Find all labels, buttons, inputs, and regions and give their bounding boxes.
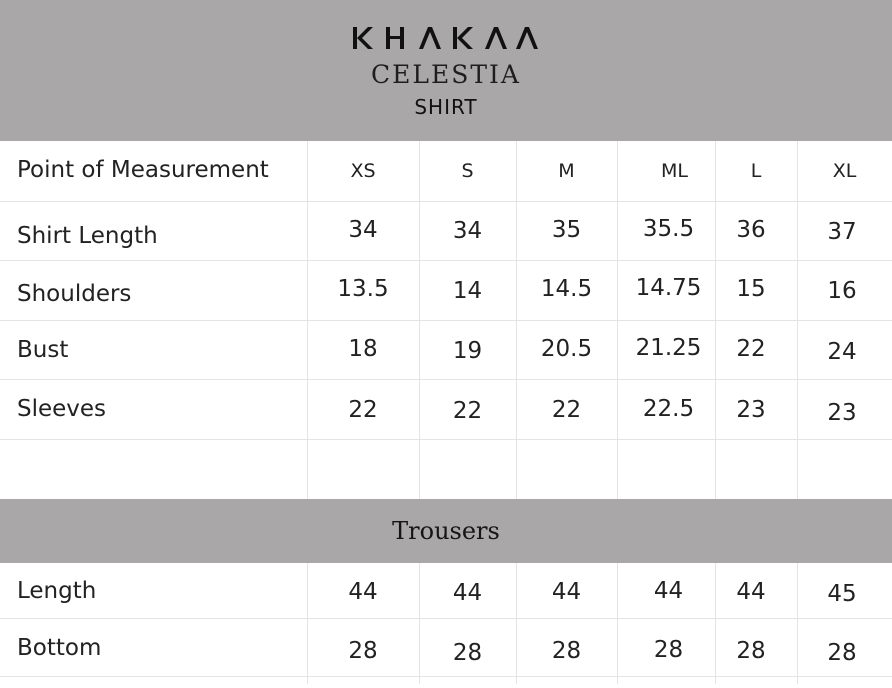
table-cell: 28 [348, 638, 378, 664]
table-cell: 44 [348, 579, 378, 605]
row-label-bottom: Bottom [17, 635, 102, 661]
table-cell: 22 [736, 336, 766, 362]
table-cell: 37 [827, 218, 857, 245]
row-label-shoulders: Shoulders [17, 281, 132, 307]
table-cell: 22 [452, 398, 483, 424]
column-header-size: XS [350, 160, 376, 182]
table-cell: 23 [827, 400, 857, 426]
table-cell: 34 [452, 217, 483, 244]
table-cell: 13.5 [337, 276, 389, 302]
table-cell: 22.5 [642, 396, 695, 422]
table-cell: 44 [736, 579, 766, 605]
table-cell: 21.25 [635, 335, 702, 361]
collection-title: CELESTIA [371, 60, 521, 89]
row-label-sleeves: Sleeves [17, 396, 107, 422]
column-header-size: ML [661, 160, 688, 182]
table-cell: 19 [452, 337, 483, 364]
table-cell: 22 [348, 397, 378, 423]
trousers-section-header [0, 499, 892, 563]
table-cell: 14 [452, 278, 483, 304]
column-header-size: M [558, 160, 575, 182]
column-header-size: XL [832, 160, 857, 182]
row-label-bust: Bust [17, 337, 69, 363]
row-label-shirt-length: Shirt Length [17, 223, 158, 249]
table-cell: 35 [551, 216, 582, 243]
table-cell: 28 [653, 637, 684, 663]
table-cell: 14.5 [540, 276, 593, 302]
table-cell: 14.75 [635, 275, 702, 301]
table-cell: 45 [827, 581, 857, 607]
category-subtitle: SHIRT [414, 95, 478, 119]
trousers-title: Trousers [392, 517, 500, 545]
table-cell: 23 [736, 397, 766, 423]
column-header-measurement: Point of Measurement [17, 157, 269, 183]
column-header-size: S [461, 160, 474, 182]
table-cell: 16 [827, 278, 857, 304]
table-cell: 36 [736, 216, 766, 243]
table-cell: 20.5 [540, 336, 593, 362]
table-cell: 44 [653, 578, 684, 604]
table-cell: 34 [348, 216, 378, 243]
column-header-size: L [750, 160, 762, 182]
table-cell: 44 [452, 580, 483, 606]
table-cell: 28 [551, 638, 582, 664]
table-cell: 35.5 [642, 215, 695, 242]
table-cell: 22 [551, 397, 582, 423]
table-cell: 44 [551, 579, 582, 605]
table-cell: 28 [827, 640, 857, 666]
table-cell: 18 [348, 336, 378, 362]
row-label-length: Length [17, 577, 97, 604]
table-cell: 28 [452, 640, 483, 666]
table-cell: 15 [736, 276, 766, 302]
table-cell: 24 [827, 338, 857, 365]
table-cell: 28 [736, 638, 766, 664]
